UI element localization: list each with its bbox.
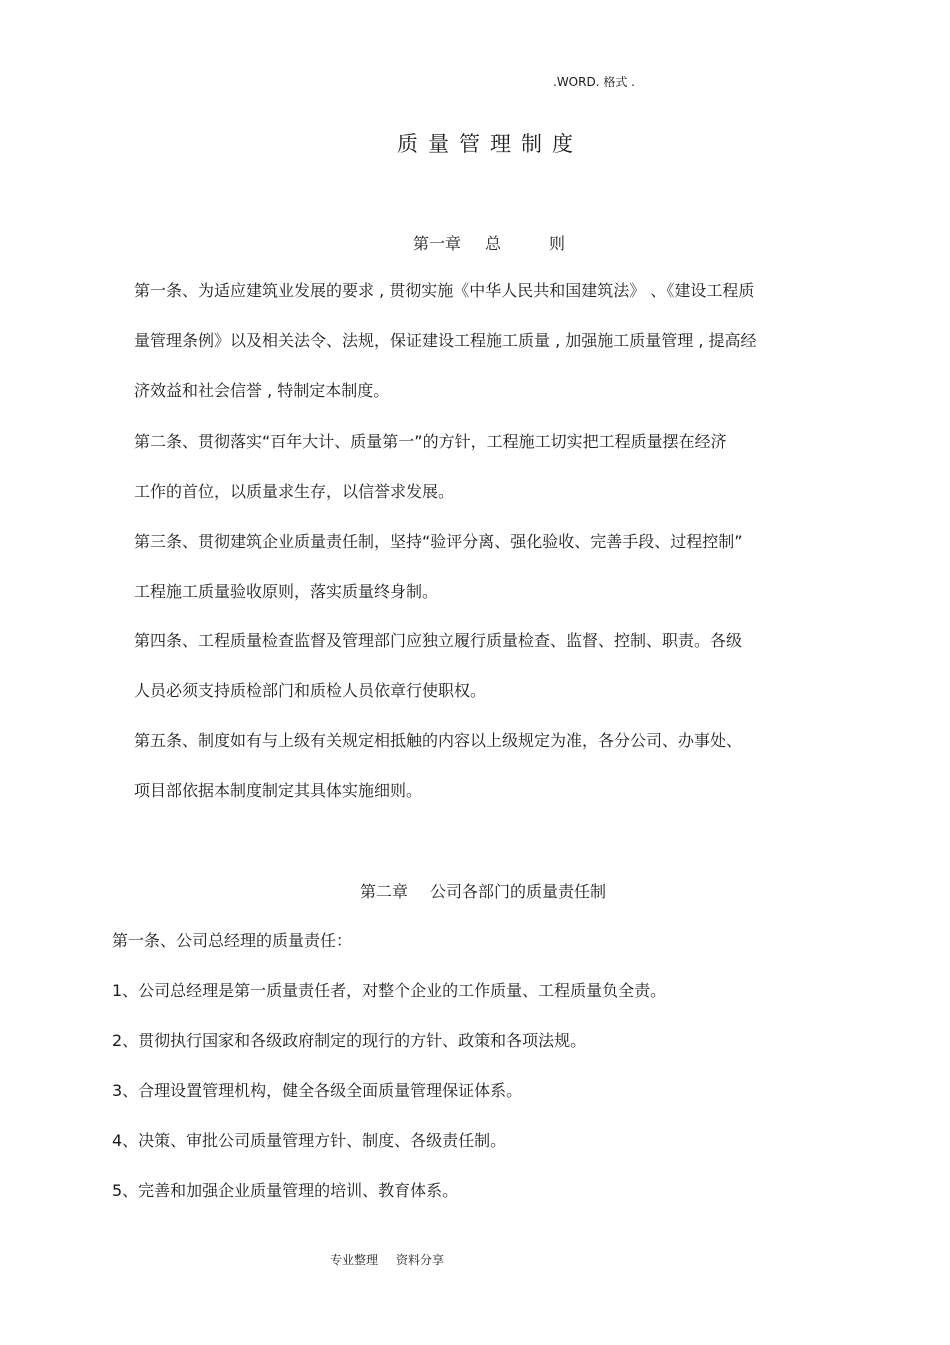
document-title: 质量管理制度 xyxy=(397,132,583,156)
chapter-2-number: 第二章 xyxy=(360,882,409,901)
chapter-2-line: 第一条、公司总经理的质量责任： xyxy=(112,931,353,950)
chapter-2-heading xyxy=(360,879,606,902)
chapter-1-line: 量管理条例》以及相关法令、法规，保证建设工程施工质量 , 加强施工质量管理 , 提高经 xyxy=(134,331,757,350)
chapter-2-line: 3、合理设置管理机构，健全各级全面质量管理保证体系。 xyxy=(112,1081,523,1100)
chapter-2-title: 公司各部门的质量责任制 xyxy=(430,882,607,901)
chapter-2-line: 4、决策、审批公司质量管理方针、制度、各级责任制。 xyxy=(112,1131,507,1150)
header-note: .WORD. 格式 . xyxy=(553,75,635,89)
chapter-1-line: 人员必须支持质检部门和质检人员依章行使职权。 xyxy=(134,681,487,700)
chapter-1-heading xyxy=(413,231,565,254)
chapter-2-line: 5、完善和加强企业质量管理的培训、教育体系。 xyxy=(112,1181,459,1200)
chapter-1-line: 第三条、贯彻建筑企业质量责任制，坚持“验评分离、强化验收、完善手段、过程控制” xyxy=(134,532,743,551)
chapter-1-line: 第四条、工程质量检查监督及管理部门应独立履行质量检查、监督、控制、职责。各级 xyxy=(134,631,743,650)
footer-left-text: 专业整理 xyxy=(330,1253,379,1267)
page-footer xyxy=(330,1251,444,1268)
chapter-1-title-part1: 总 xyxy=(485,234,502,253)
chapter-2-line: 1、公司总经理是第一质量责任者，对整个企业的工作质量、工程质量负全责。 xyxy=(112,981,667,1000)
chapter-1-line: 济效益和社会信誉 , 特制定本制度。 xyxy=(134,381,390,400)
chapter-1-line: 项目部依据本制度制定其具体实施细则。 xyxy=(134,781,423,800)
chapter-2-line: 2、贯彻执行国家和各级政府制定的现行的方针、政策和各项法规。 xyxy=(112,1031,587,1050)
chapter-1-title-part2: 则 xyxy=(549,234,566,253)
chapter-1-line: 工程施工质量验收原则，落实质量终身制。 xyxy=(134,582,439,601)
footer-right-text: 资料分享 xyxy=(396,1253,445,1267)
chapter-1-number: 第一章 xyxy=(413,234,462,253)
chapter-1-line: 第二条、贯彻落实“百年大计、质量第一”的方针，工程施工切实把工程质量摆在经济 xyxy=(134,432,727,451)
chapter-1-line: 第五条、制度如有与上级有关规定相抵触的内容以上级规定为准，各分公司、办事处、 xyxy=(134,731,743,750)
chapter-1-line: 第一条、为适应建筑业发展的要求 , 贯彻实施《中华人民共和国建筑法》 、《建设工程质 xyxy=(134,281,755,300)
chapter-1-line: 工作的首位，以质量求生存，以信誉求发展。 xyxy=(134,482,455,501)
